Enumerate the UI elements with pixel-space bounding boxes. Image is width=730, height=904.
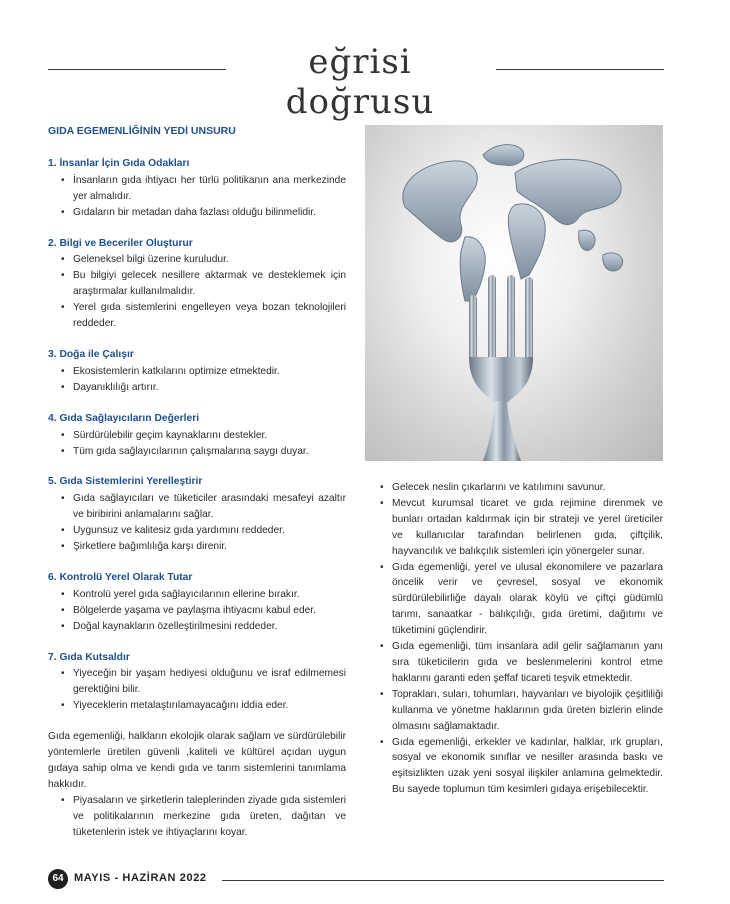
principle-bullets <box>48 587 346 635</box>
page-footer <box>0 868 730 892</box>
bullet-item: • Mevcut kurumsal ticaret ve gıda rejimine direnmek ve bunları ortadan kaldırmak için bir strateji ve yerel üreticiler ve kullanıcılar tarafından belirlenen gıda, çiftçilik, hayvancılık ve balıkçılık sistemleri için yönergeler sunar. <box>378 496 663 560</box>
header-rule-right <box>496 69 664 70</box>
bullet-item: • Gıda egemenliği, yerel ve ulusal ekonomilere ve pazarlara öncelik verir ve çevresel, sosyal ve ekonomik sürdürülebilirliğe dayalı olarak köylü ve çiftçi güdümlü tarımı, sanaatkar - balıkçılığı, gıda üretimi, dağıtımı ve tüketimini güçlendirir. <box>378 560 663 640</box>
article-heading: GIDA EGEMENLİĞİNİN YEDİ UNSURU <box>48 125 236 137</box>
bullet-item: • Gelecek neslin çıkarlarını ve katılımını savunur. <box>378 480 663 496</box>
principle-bullets <box>48 428 346 460</box>
bullet-item: • Gıda egemenliği, erkekler ve kadınlar, halklar, ırk grupları, sosyal ve ekonomik sınıflar ve nesiller arasında baskı ve eşitsizlikten uzak yeni sosyal ilişkiler anlamına gelmektedir. Bu sayede toplumun tüm kesimleri gıdaya erişebilecektir. <box>378 735 663 799</box>
fork-world-map-illustration <box>365 125 663 461</box>
principle-title: 2. Bilgi ve Beceriler Oluşturur <box>48 237 193 249</box>
magazine-section-title: eğrisi doğrusu <box>285 42 435 122</box>
bullet-item: • Gıdaların bir metadan daha fazlası olduğu bilinmelidir. <box>48 205 346 221</box>
issue-date: MAYIS - HAZİRAN 2022 <box>74 872 207 884</box>
principle-bullets <box>48 364 346 396</box>
bullet-item: • Şirketlere bağımlılığa karşı direnir. <box>48 539 346 555</box>
bullet-item: • Sürdürülebilir geçim kaynaklarını destekler. <box>48 428 346 444</box>
principles-list <box>48 156 346 714</box>
bullet-item: • Piyasaların ve şirketlerin taleplerinden ziyade gıda sistemleri ve politikalarının merkezine gıda üreten, dağıtan ve tüketenlerin istek ve ihtiyaçlarını koyar. <box>48 793 346 841</box>
principle-title: 6. Kontrolü Yerel Olarak Tutar <box>48 571 193 583</box>
bullet-item: • Uygunsuz ve kalitesiz gıda yardımını reddeder. <box>48 523 346 539</box>
page-number: 64 <box>48 869 68 889</box>
principle-title: 3. Doğa ile Çalışır <box>48 348 134 360</box>
bullet-item: • Doğal kaynakların özelleştirilmesini reddeder. <box>48 619 346 635</box>
bullet-item: • Kontrolü yerel gıda sağlayıcılarının ellerine bırakır. <box>48 587 346 603</box>
principle-section <box>48 474 346 555</box>
principle-title: 1. İnsanlar İçin Gıda Odakları <box>48 157 190 169</box>
bullet-item: • Yerel gıda sistemlerini engelleyen veya bozan teknolojileri reddeder. <box>48 300 346 332</box>
right-bullet-list <box>378 480 663 798</box>
bullet-item: • Gıda sağlayıcıları ve tüketiciler arasındaki mesafeyi azaltır ve biribirini anlamalarını sağlar. <box>48 491 346 523</box>
principle-section <box>48 650 346 715</box>
bullet-item: • Tüm gıda sağlayıcılarının çalışmalarına saygı duyar. <box>48 444 346 460</box>
bullet-item: • Yiyeceklerin metalaştırılamayacağını iddia eder. <box>48 698 346 714</box>
bullet-item: • Geleneksel bilgi üzerine kuruludur. <box>48 252 346 268</box>
principle-bullets <box>48 173 346 221</box>
principle-bullets <box>48 491 346 555</box>
principle-title: 7. Gıda Kutsaldır <box>48 651 130 663</box>
principle-section <box>48 347 346 396</box>
bullet-item: • Yiyeceğin bir yaşam hediyesi olduğunu ve israf edilmemesi gerektiğini bilir. <box>48 666 346 698</box>
fork-world-map-image <box>365 125 663 461</box>
bullet-item: • Bölgelerde yaşama ve paylaşma ihtiyacını kabul eder. <box>48 603 346 619</box>
bullet-item: • Toprakları, suları, tohumları, hayvanları ve biyolojik çeşitliliği kullanma ve yönetme haklarının gıda üreten bizlerin elinde olmasını sağlamaktadır. <box>378 687 663 735</box>
body-paragraph: Gıda egemenliği, halkların ekolojik olarak sağlam ve sürdürülebilir yöntemlerle üretilen güvenli ,kaliteli ve kültürel açıdan uygun gıdaya sahip olma ve kendi gıda ve tarım sistemlerini tanımlama hakkıdır. <box>48 731 346 790</box>
principle-title: 4. Gıda Sağlayıcıların Değerleri <box>48 412 200 424</box>
page-header <box>0 38 730 122</box>
principle-section <box>48 570 346 635</box>
bullet-item: • Bu bilgiyi gelecek nesillere aktarmak ve desteklemek için araştırmalar kullanılmalıdır. <box>48 268 346 300</box>
principle-section <box>48 156 346 221</box>
left-bullet-list <box>48 793 346 841</box>
right-column <box>378 480 663 798</box>
footer-rule <box>222 880 664 881</box>
principle-section <box>48 411 346 460</box>
header-rule-left <box>48 69 226 70</box>
principle-title: 5. Gıda Sistemlerini Yerelleştirir <box>48 476 203 488</box>
bullet-item: • İnsanların gıda ihtiyacı her türlü politikanın ana merkezinde yer almalıdır. <box>48 173 346 205</box>
left-column <box>48 124 346 841</box>
principle-bullets <box>48 666 346 714</box>
bullet-item: • Dayanıklılığı artırır. <box>48 380 346 396</box>
bullet-item: • Ekosistemlerin katkılarını optimize etmektedir. <box>48 364 346 380</box>
principle-section <box>48 236 346 332</box>
principle-bullets <box>48 252 346 332</box>
bullet-item: • Gıda egemenliği, tüm insanlara adil gelir sağlamanın yanı sıra tüketicilerin gıda ve beslenmelerini kontrol etme haklarını garanti eden şeffaf ticareti teşvik etmektedir. <box>378 639 663 687</box>
